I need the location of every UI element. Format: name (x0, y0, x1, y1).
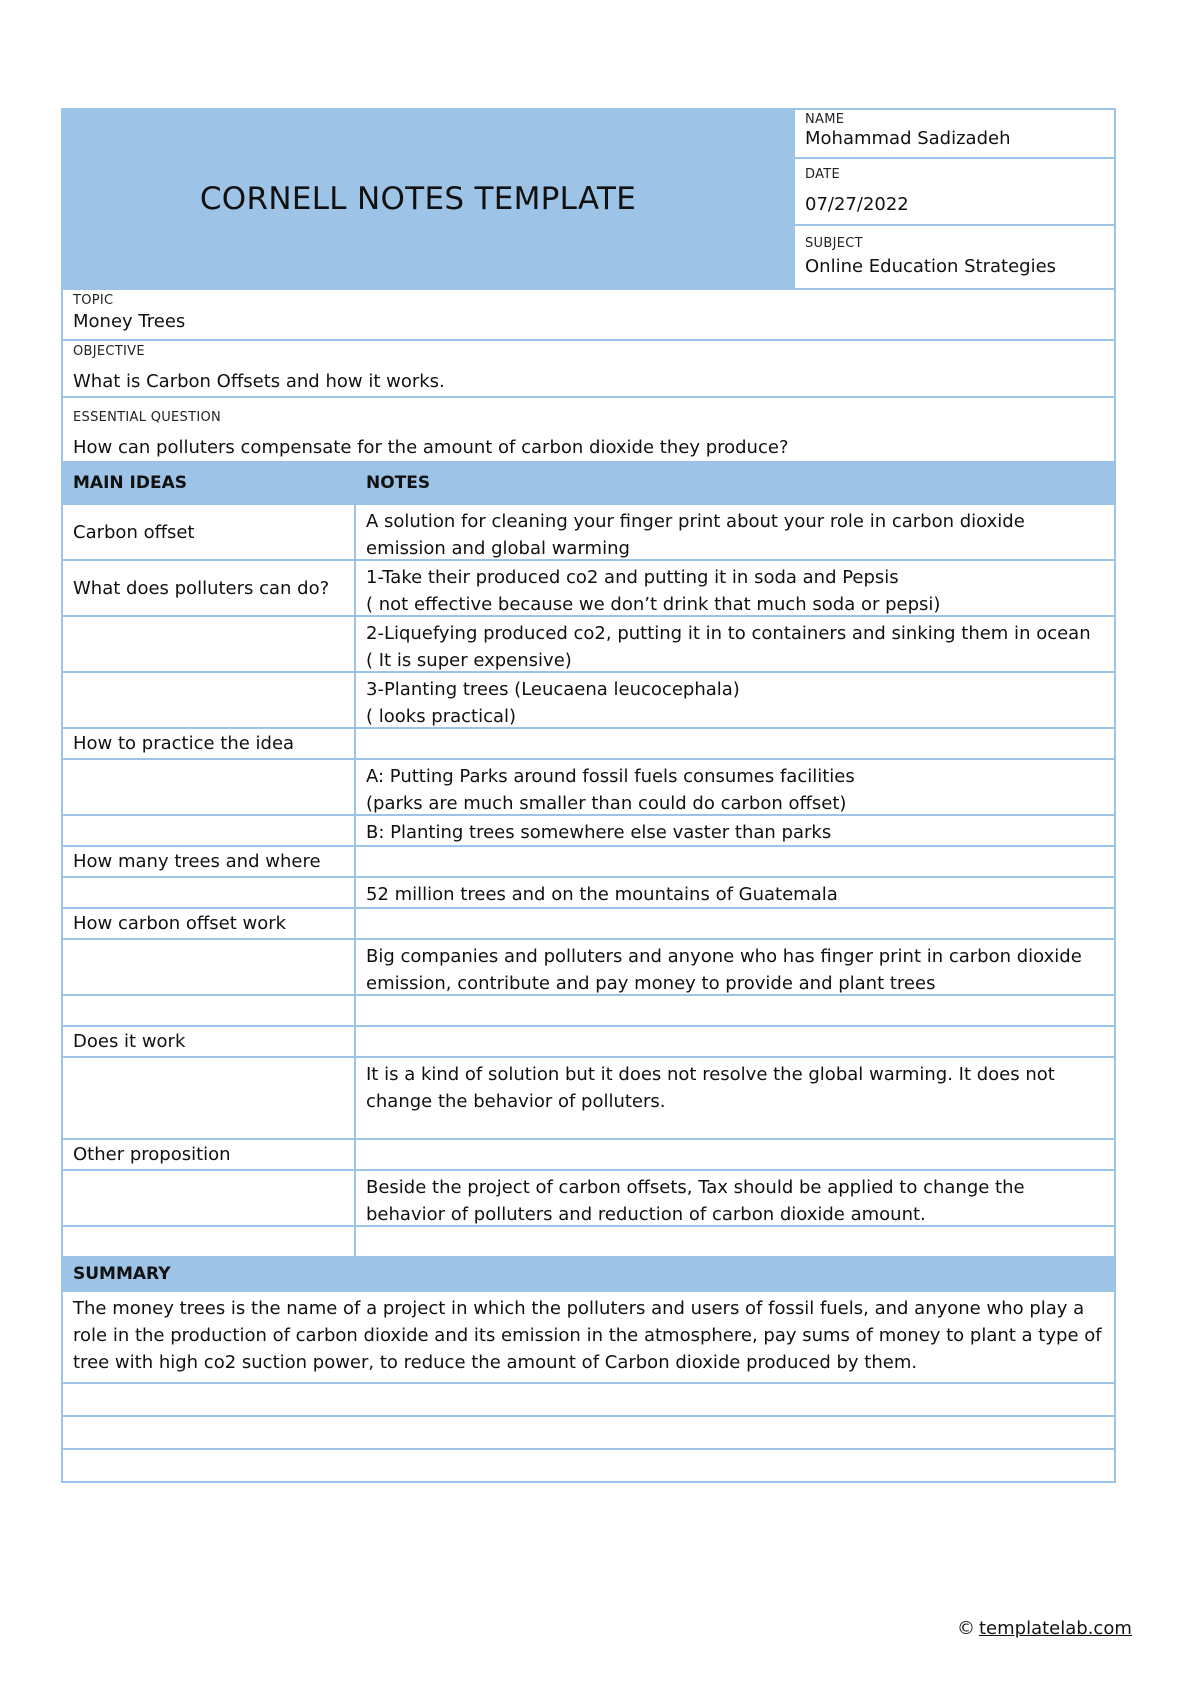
table-row (63, 617, 1114, 673)
note-cell[interactable] (356, 1027, 1114, 1056)
note-cell[interactable]: A: Putting Parks around fossil fuels consumes facilities (parks are much smaller than could do carbon offset) (366, 766, 855, 814)
main-idea-cell[interactable]: How to practice the idea (63, 729, 356, 758)
date-label: DATE (805, 167, 841, 182)
notes-header: NOTES (366, 472, 431, 493)
topic-label: TOPIC (73, 293, 114, 308)
summary-blank-line[interactable] (63, 1417, 1114, 1450)
table-row (63, 1171, 1114, 1227)
main-idea-cell[interactable]: What does polluters can do? (63, 561, 356, 615)
essential-question-field[interactable] (63, 398, 1114, 463)
name-label: NAME (805, 112, 845, 127)
main-idea-cell[interactable] (63, 996, 356, 1025)
main-idea-cell[interactable]: Carbon offset (63, 505, 356, 559)
note-cell[interactable]: 3-Planting trees (Leucaena leucocephala) ( looks practical) (366, 679, 740, 727)
table-row (63, 505, 1114, 561)
objective-field[interactable] (63, 341, 1114, 398)
main-idea-cell[interactable] (63, 878, 356, 907)
name-field[interactable] (795, 110, 1114, 159)
notes-table-header (63, 463, 1114, 505)
note-cell[interactable]: 1-Take their produced co2 and putting it in soda and Pepsis ( not effective because we don’t drink that much soda or pepsi) (366, 567, 941, 615)
table-row (63, 1140, 1114, 1171)
table-row (63, 940, 1114, 996)
main-idea-cell[interactable]: How carbon offset work (63, 909, 356, 938)
table-row (63, 996, 1114, 1027)
copyright-icon: © (957, 1618, 975, 1639)
note-cell[interactable]: Beside the project of carbon offsets, Tax should be applied to change the behavior of polluters and reduction of carbon dioxide amount. (366, 1177, 1025, 1225)
main-idea-cell[interactable] (63, 760, 356, 814)
essential-question-label: ESSENTIAL QUESTION (73, 410, 222, 425)
name-value: Mohammad Sadizadeh (805, 128, 1011, 149)
summary-blank-line[interactable] (63, 1384, 1114, 1417)
table-row (63, 729, 1114, 760)
table-row (63, 1027, 1114, 1058)
subject-value: Online Education Strategies (805, 256, 1057, 277)
main-idea-cell[interactable] (63, 1171, 356, 1225)
table-row (63, 878, 1114, 909)
objective-value: What is Carbon Offsets and how it works. (73, 371, 445, 392)
notes-table-body (63, 505, 1114, 1258)
date-value: 07/27/2022 (805, 194, 909, 215)
topic-value: Money Trees (73, 311, 186, 332)
main-idea-cell[interactable] (63, 617, 356, 671)
note-cell[interactable]: A solution for cleaning your finger print about your role in carbon dioxide emission and global warming (366, 511, 1025, 559)
note-cell[interactable]: B: Planting trees somewhere else vaster than parks (366, 822, 832, 843)
main-idea-cell[interactable] (63, 940, 356, 994)
main-idea-cell[interactable]: Other proposition (63, 1140, 356, 1169)
essential-question-value: How can polluters compensate for the amount of carbon dioxide they produce? (73, 437, 789, 458)
cornell-notes-sheet (61, 108, 1116, 1483)
date-field[interactable] (795, 159, 1114, 226)
footer-credit (957, 1618, 1132, 1639)
table-row (63, 760, 1114, 816)
summary-text[interactable]: The money trees is the name of a project in which the polluters and users of fossil fuels, and anyone who play a role in the production of carbon dioxide and its emission in the atmosphere, pay sums of money to plant a type of tree with high co2 suction power, to reduce the amount of Carbon dioxide produced by them. (63, 1292, 1114, 1384)
note-cell[interactable] (356, 1227, 1114, 1256)
note-cell[interactable] (356, 996, 1114, 1025)
table-row (63, 561, 1114, 617)
main-ideas-header: MAIN IDEAS (63, 463, 356, 503)
header-fields (795, 110, 1114, 288)
main-idea-cell[interactable]: How many trees and where (63, 847, 356, 876)
note-cell[interactable] (356, 1140, 1114, 1169)
note-cell[interactable] (356, 909, 1114, 938)
note-cell[interactable]: It is a kind of solution but it does not resolve the global warming. It does not change the behavior of polluters. (366, 1064, 1055, 1112)
main-idea-cell[interactable]: Does it work (63, 1027, 356, 1056)
subject-field[interactable] (795, 226, 1114, 286)
note-cell[interactable] (356, 729, 1114, 758)
table-row (63, 1227, 1114, 1258)
main-idea-cell[interactable] (63, 816, 356, 845)
topic-field[interactable] (63, 290, 1114, 341)
main-idea-cell[interactable] (63, 1227, 356, 1256)
main-idea-cell[interactable] (63, 1058, 356, 1138)
subject-label: SUBJECT (805, 236, 863, 251)
note-cell[interactable]: Big companies and polluters and anyone who has finger print in carbon dioxide emission, contribute and pay money to provide and plant trees (366, 946, 1082, 994)
table-row (63, 673, 1114, 729)
templatelab-link[interactable]: templatelab.com (979, 1618, 1132, 1639)
table-row (63, 1058, 1114, 1140)
page-title: CORNELL NOTES TEMPLATE (63, 110, 795, 288)
summary-header: SUMMARY (63, 1258, 1114, 1292)
table-row (63, 816, 1114, 847)
note-cell[interactable]: 2-Liquefying produced co2, putting it in to containers and sinking them in ocean ( It is super expensive) (366, 623, 1091, 671)
objective-label: OBJECTIVE (73, 344, 145, 359)
table-row (63, 847, 1114, 878)
main-idea-cell[interactable] (63, 673, 356, 727)
note-cell[interactable] (356, 847, 1114, 876)
note-cell[interactable]: 52 million trees and on the mountains of Guatemala (366, 884, 838, 905)
table-row (63, 909, 1114, 940)
summary-blank-line[interactable] (63, 1450, 1114, 1481)
header-section (63, 110, 1114, 290)
